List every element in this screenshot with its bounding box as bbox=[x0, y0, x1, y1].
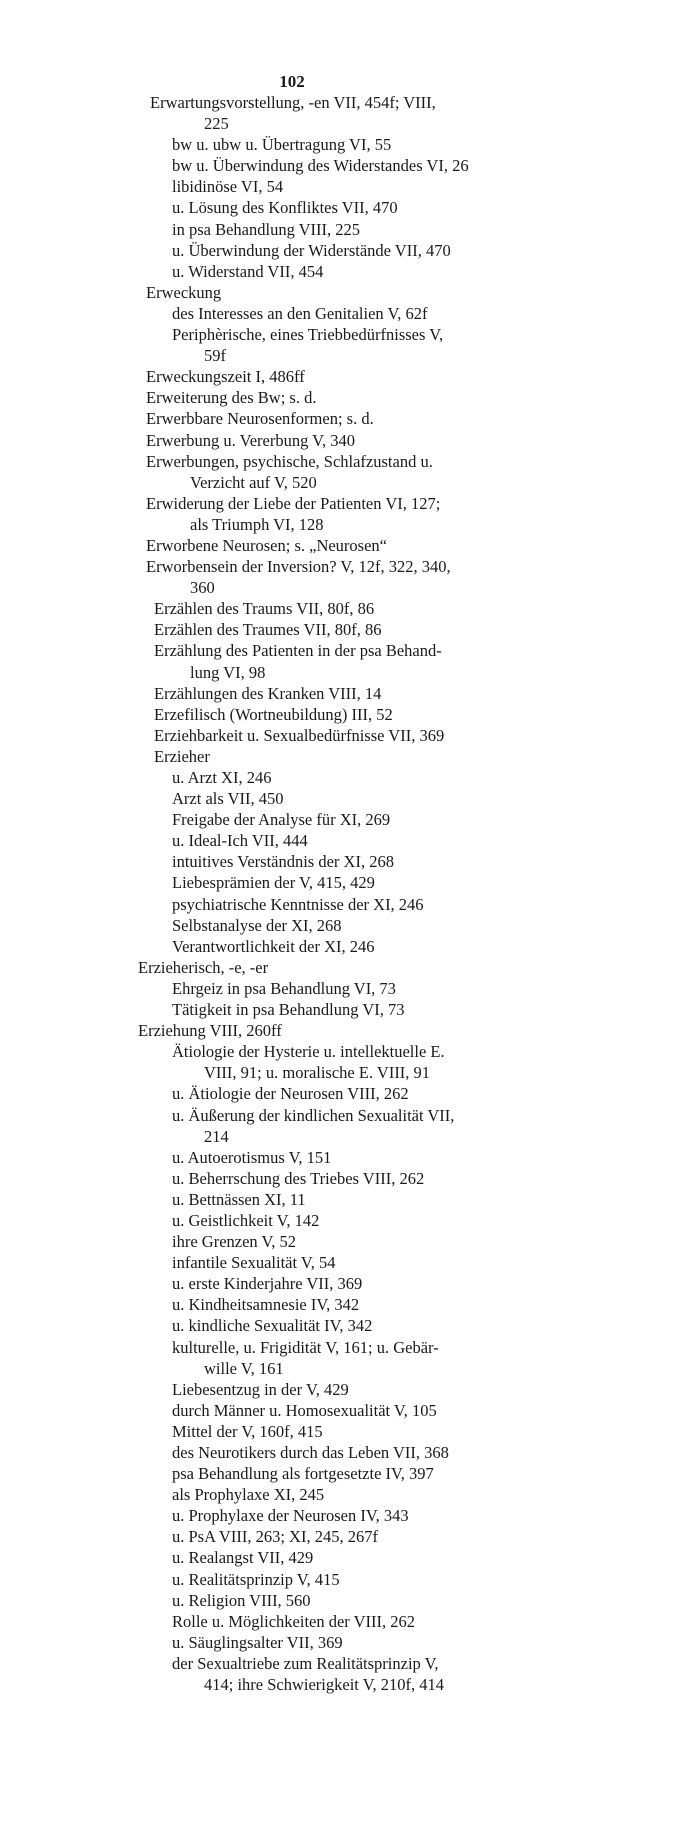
index-line: Rolle u. Möglichkeiten der VIII, 262 bbox=[172, 1611, 416, 1631]
index-line: Ätiologie der Hysterie u. intellektuelle E. bbox=[172, 1042, 445, 1062]
index-line: u. Lösung des Konfliktes VII, 470 bbox=[172, 198, 398, 218]
index-line: u. Säuglingsalter VII, 369 bbox=[172, 1632, 343, 1652]
index-line: u. Ätiologie der Neurosen VIII, 262 bbox=[172, 1084, 409, 1104]
index-line: u. Beherrschung des Triebes VIII, 262 bbox=[172, 1168, 425, 1188]
index-line: Arzt als VII, 450 bbox=[172, 789, 284, 809]
page-number: 102 bbox=[279, 72, 305, 91]
index-line: u. Realitätsprinzip V, 415 bbox=[172, 1569, 340, 1589]
index-line: psychiatrische Kenntnisse der XI, 246 bbox=[172, 894, 424, 914]
index-line: Mittel der V, 160f, 415 bbox=[172, 1421, 323, 1441]
index-line: u. Ideal-Ich VII, 444 bbox=[172, 831, 308, 851]
index-line: Erwerbbare Neurosenformen; s. d. bbox=[146, 409, 374, 429]
index-line: bw u. ubw u. Übertragung VI, 55 bbox=[172, 135, 392, 155]
index-line: Erwerbungen, psychische, Schlafzustand u. bbox=[146, 451, 433, 471]
index-line: Verzicht auf V, 520 bbox=[190, 472, 317, 492]
index-line: Periphèrische, eines Triebbedürfnisses V, bbox=[172, 325, 444, 345]
index-line: 360 bbox=[190, 578, 215, 598]
index-line: bw u. Überwindung des Widerstandes VI, 26 bbox=[172, 156, 469, 176]
index-line: u. PsA VIII, 263; XI, 245, 267f bbox=[172, 1527, 378, 1547]
index-line: ihre Grenzen V, 52 bbox=[172, 1232, 297, 1252]
index-line: u. erste Kinderjahre VII, 369 bbox=[172, 1274, 363, 1294]
index-line: Erzählen des Traums VII, 80f, 86 bbox=[154, 599, 375, 619]
index-line: u. Überwindung der Widerstände VII, 470 bbox=[172, 240, 451, 260]
index-line: Erwiderung der Liebe der Patienten VI, 127; bbox=[146, 493, 441, 513]
index-line: Liebesentzug in der V, 429 bbox=[172, 1379, 349, 1399]
index-line: psa Behandlung als fortgesetzte IV, 397 bbox=[172, 1464, 434, 1484]
index-line: u. Äußerung der kindlichen Sexualität VII, bbox=[172, 1105, 455, 1125]
index-line: Erzählen des Traumes VII, 80f, 86 bbox=[154, 620, 382, 640]
index-line: u. kindliche Sexualität IV, 342 bbox=[172, 1316, 373, 1336]
index-line: intuitives Verständnis der XI, 268 bbox=[172, 852, 394, 872]
index-line: Erzefilisch (Wortneubildung) III, 52 bbox=[154, 704, 393, 724]
index-line: u. Religion VIII, 560 bbox=[172, 1590, 311, 1610]
index-line: Erzieherisch, -e, -er bbox=[138, 957, 269, 977]
index-line: Tätigkeit in psa Behandlung VI, 73 bbox=[172, 1000, 405, 1020]
index-line: Erzählung des Patienten in der psa Behand- bbox=[154, 641, 442, 661]
index-line: Freigabe der Analyse für XI, 269 bbox=[172, 810, 391, 830]
index-line: des Neurotikers durch das Leben VII, 368 bbox=[172, 1443, 449, 1462]
index-line: Selbstanalyse der XI, 268 bbox=[172, 915, 342, 935]
index-line: Erzählungen des Kranken VIII, 14 bbox=[154, 683, 382, 703]
index-line: in psa Behandlung VIII, 225 bbox=[172, 219, 361, 239]
index-line: des Interesses an den Genitalien V, 62f bbox=[172, 303, 428, 323]
index-line: Erweiterung des Bw; s. d. bbox=[146, 388, 317, 408]
index-line: Erzieher bbox=[154, 746, 210, 766]
index-line: Erziehbarkeit u. Sexualbedürfnisse VII, 369 bbox=[154, 725, 445, 745]
index-line: lung VI, 98 bbox=[190, 662, 266, 682]
index-line: durch Männer u. Homosexualität V, 105 bbox=[172, 1400, 437, 1420]
index-line: Erworbene Neurosen; s. „Neurosen“ bbox=[146, 535, 387, 555]
index-line: u. Geistlichkeit V, 142 bbox=[172, 1210, 320, 1230]
index-line: der Sexualtriebe zum Realitätsprinzip V, bbox=[172, 1653, 439, 1673]
index-line: u. Prophylaxe der Neurosen IV, 343 bbox=[172, 1506, 409, 1526]
index-line: 214 bbox=[204, 1126, 229, 1146]
index-entries bbox=[0, 92, 697, 1695]
index-line: 225 bbox=[204, 114, 229, 134]
index-line: u. Bettnässen XI, 11 bbox=[172, 1189, 306, 1209]
index-line: u. Autoerotismus V, 151 bbox=[172, 1147, 332, 1167]
index-line: Erwerbung u. Vererbung V, 340 bbox=[146, 430, 355, 450]
index-line: Erwartungsvorstellung, -en VII, 454f; VIII, bbox=[150, 93, 436, 112]
index-line: wille V, 161 bbox=[204, 1358, 284, 1378]
index-line: u. Widerstand VII, 454 bbox=[172, 261, 324, 281]
index-line: u. Realangst VII, 429 bbox=[172, 1548, 314, 1568]
index-line: kulturelle, u. Frigidität V, 161; u. Gebär- bbox=[172, 1337, 439, 1357]
index-line: als Prophylaxe XI, 245 bbox=[172, 1485, 325, 1505]
index-line: Erweckungszeit I, 486ff bbox=[146, 367, 305, 387]
index-line: 414; ihre Schwierigkeit V, 210f, 414 bbox=[204, 1675, 444, 1695]
index-line: libidinöse VI, 54 bbox=[172, 177, 284, 197]
index-line: 59f bbox=[204, 346, 226, 366]
index-line: als Triumph VI, 128 bbox=[190, 514, 324, 534]
index-line: Erworbensein der Inversion? V, 12f, 322, 340, bbox=[146, 557, 451, 577]
index-line: u. Kindheitsamnesie IV, 342 bbox=[172, 1295, 360, 1315]
index-line: Liebesprämien der V, 415, 429 bbox=[172, 873, 375, 893]
index-line: u. Arzt XI, 246 bbox=[172, 768, 272, 787]
index-line: Erweckung bbox=[146, 282, 222, 302]
index-line: Ehrgeiz in psa Behandlung VI, 73 bbox=[172, 978, 396, 998]
index-line: Erziehung VIII, 260ff bbox=[138, 1021, 282, 1041]
index-line: Verantwortlichkeit der XI, 246 bbox=[172, 936, 375, 956]
index-line: VIII, 91; u. moralische E. VIII, 91 bbox=[204, 1063, 431, 1083]
index-line: infantile Sexualität V, 54 bbox=[172, 1253, 336, 1273]
